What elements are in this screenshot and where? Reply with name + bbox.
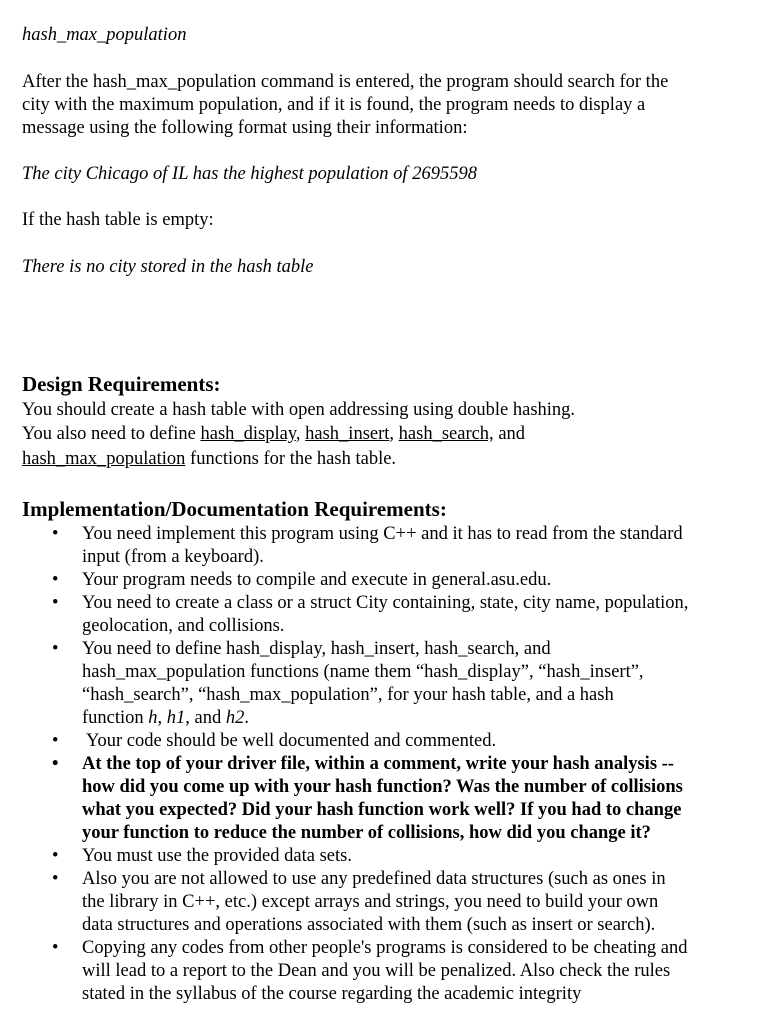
list-item: • You need implement this program using C++ and it has to read from the standard input (from a keyboard). <box>52 524 683 567</box>
fn-hash-display: hash_display <box>200 424 296 444</box>
bullet-icon: • <box>52 754 59 774</box>
list-item: • At the top of your driver file, within a comment, write your hash analysis -- how did you come up with your hash function? Was the number of collisions what you expected? Did your hash function work well? If you had to change your function to reduce the number of collisions, how did you change it? <box>52 754 683 843</box>
bullet-icon: • <box>52 731 59 751</box>
bullet-icon: • <box>52 846 59 866</box>
bullet-icon: • <box>52 570 59 590</box>
bullet-icon: • <box>52 869 59 889</box>
list-item: • Your program needs to compile and execute in general.asu.edu. <box>52 570 552 590</box>
bullet-icon: • <box>52 524 59 544</box>
empty-output: There is no city stored in the hash table <box>22 257 314 277</box>
implementation-heading: Implementation/Documentation Requirements: <box>22 497 447 521</box>
list-item: • Copying any codes from other people's programs is considered to be cheating and will lead to a report to the Dean and you will be penalized. Also check the rules stated in the syllabus of the course regarding the academic integrity <box>52 938 688 1004</box>
example-output: The city Chicago of IL has the highest population of 2695598 <box>22 164 477 184</box>
design-line-3: hash_max_population functions for the hash table. <box>22 449 397 469</box>
list-item: • You need to define hash_display, hash_insert, hash_search, and hash_max_population functions (name them “hash_display”, “hash_insert”, “hash_search”, “hash_max_population”, for your hash table, and a hash function h, h1, and h2. <box>52 639 644 728</box>
fn-hash-insert: hash_insert <box>305 424 390 444</box>
bullet-icon: • <box>52 593 59 613</box>
design-line-1: You should create a hash table with open addressing using double hashing. <box>22 400 576 420</box>
empty-label: If the hash table is empty: <box>22 210 214 230</box>
list-item: • You need to create a class or a struct City containing, state, city name, population, geolocation, and collisions. <box>52 593 689 636</box>
list-item: • You must use the provided data sets. <box>52 846 352 866</box>
bullet-icon: • <box>52 938 59 958</box>
design-line-2: You also need to define hash_display, hash_insert, hash_search, and <box>22 424 526 444</box>
command-description: After the hash_max_population command is entered, the program should search for the city with the maximum population, and if it is found, the program needs to display a message using the following format using their information: <box>22 72 669 138</box>
fn-hash-search: hash_search, <box>398 424 494 444</box>
requirements-list <box>0 523 742 1006</box>
design-heading: Design Requirements: <box>22 372 221 396</box>
list-item: • Also you are not allowed to use any predefined data structures (such as ones in the library in C++, etc.) except arrays and strings, you need to build your own data structures and operations associated with them (such as insert or search). <box>52 869 666 935</box>
fn-hash-max-population: hash_max_population <box>22 449 186 469</box>
bullet-icon: • <box>52 639 59 659</box>
command-title: hash_max_population <box>22 25 187 45</box>
list-item: • Your code should be well documented and commented. <box>52 731 497 751</box>
